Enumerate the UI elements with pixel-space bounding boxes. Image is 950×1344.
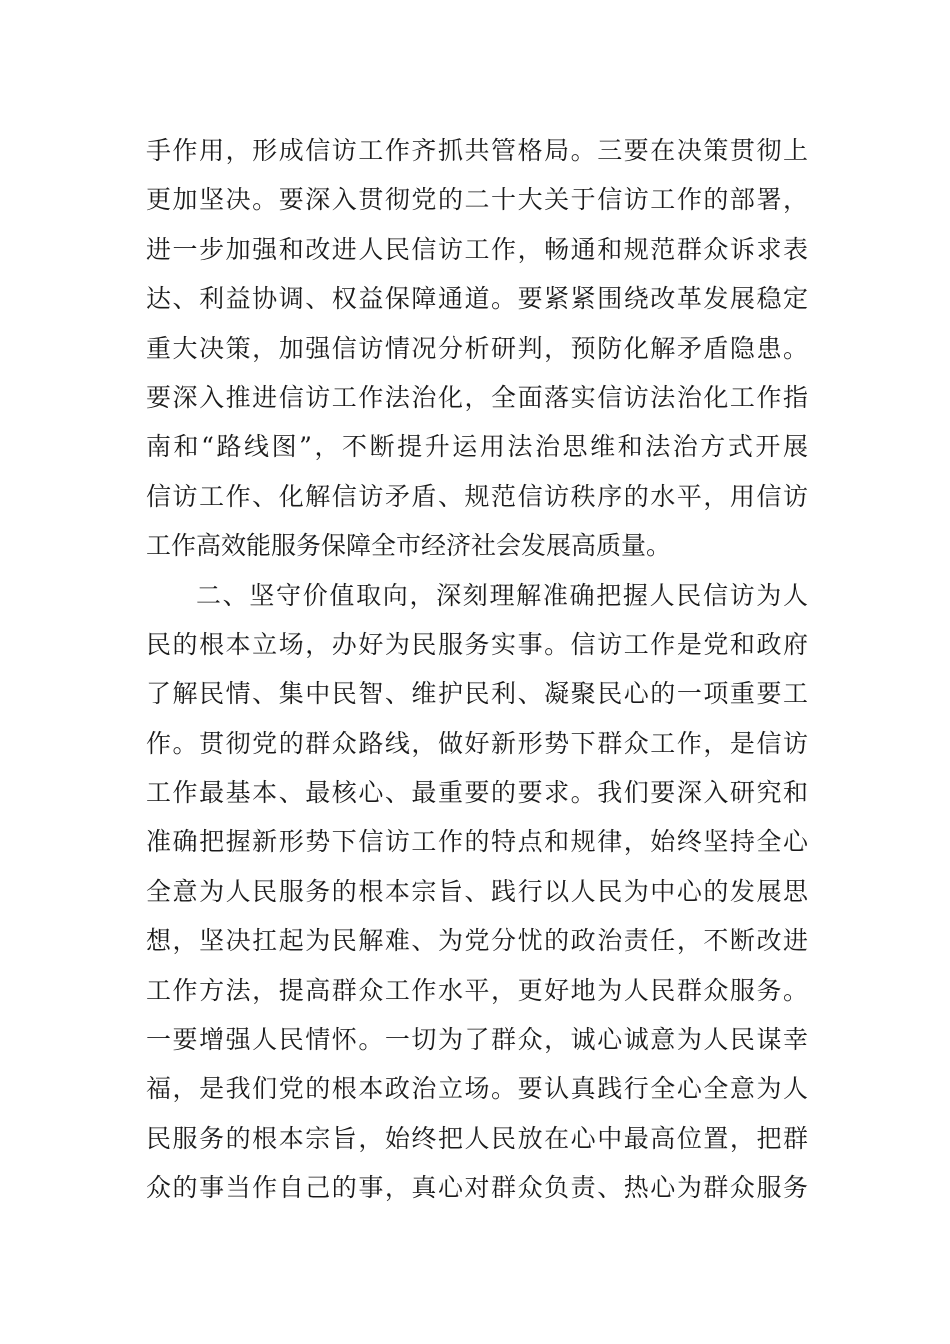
text-line: 信访工作、化解信访矛盾、规范信访秩序的水平，用信访 bbox=[146, 481, 808, 511]
text-line: 作。贯彻党的群众路线，做好新形势下群众工作，是信访 bbox=[146, 728, 808, 758]
text-line: 达、利益协调、权益保障通道。要紧紧围绕改革发展稳定 bbox=[146, 284, 808, 314]
text-line: 全意为人民服务的根本宗旨、践行以人民为中心的发展思 bbox=[146, 876, 808, 906]
text-line: 想，坚决扛起为民解难、为党分忧的政治责任，不断改进 bbox=[146, 926, 808, 956]
text-line: 民的根本立场，办好为民服务实事。信访工作是党和政府 bbox=[146, 629, 808, 659]
text-line: 一要增强人民情怀。一切为了群众，诚心诚意为人民谋幸 bbox=[146, 1025, 808, 1055]
text-line: 了解民情、集中民智、维护民利、凝聚民心的一项重要工 bbox=[146, 679, 808, 709]
body-text bbox=[146, 126, 808, 1213]
text-line: 更加坚决。要深入贯彻党的二十大关于信访工作的部署， bbox=[146, 185, 808, 215]
text-line: 工作最基本、最核心、最重要的要求。我们要深入研究和 bbox=[146, 778, 808, 808]
section-heading-line: 二、坚守价值取向，深刻理解准确把握人民信访为人 bbox=[196, 580, 808, 610]
text-line: 福，是我们党的根本政治立场。要认真践行全心全意为人 bbox=[146, 1074, 808, 1104]
text-line: 众的事当作自己的事，真心对群众负责、热心为群众服务 bbox=[146, 1173, 808, 1203]
text-line: 重大决策，加强信访情况分析研判，预防化解矛盾隐患。 bbox=[146, 333, 808, 363]
text-line: 进一步加强和改进人民信访工作，畅通和规范群众诉求表 bbox=[146, 234, 808, 264]
text-line: 南和“路线图”，不断提升运用法治思维和法治方式开展 bbox=[146, 432, 808, 462]
text-line: 工作方法，提高群众工作水平，更好地为人民群众服务。 bbox=[146, 975, 808, 1005]
text-line: 工作高效能服务保障全市经济社会发展高质量。 bbox=[146, 531, 672, 561]
text-line: 要深入推进信访工作法治化，全面落实信访法治化工作指 bbox=[146, 382, 808, 412]
text-line: 准确把握新形势下信访工作的特点和规律，始终坚持全心 bbox=[146, 827, 808, 857]
text-line: 民服务的根本宗旨，始终把人民放在心中最高位置，把群 bbox=[146, 1123, 808, 1153]
text-line: 手作用，形成信访工作齐抓共管格局。三要在决策贯彻上 bbox=[146, 136, 808, 165]
